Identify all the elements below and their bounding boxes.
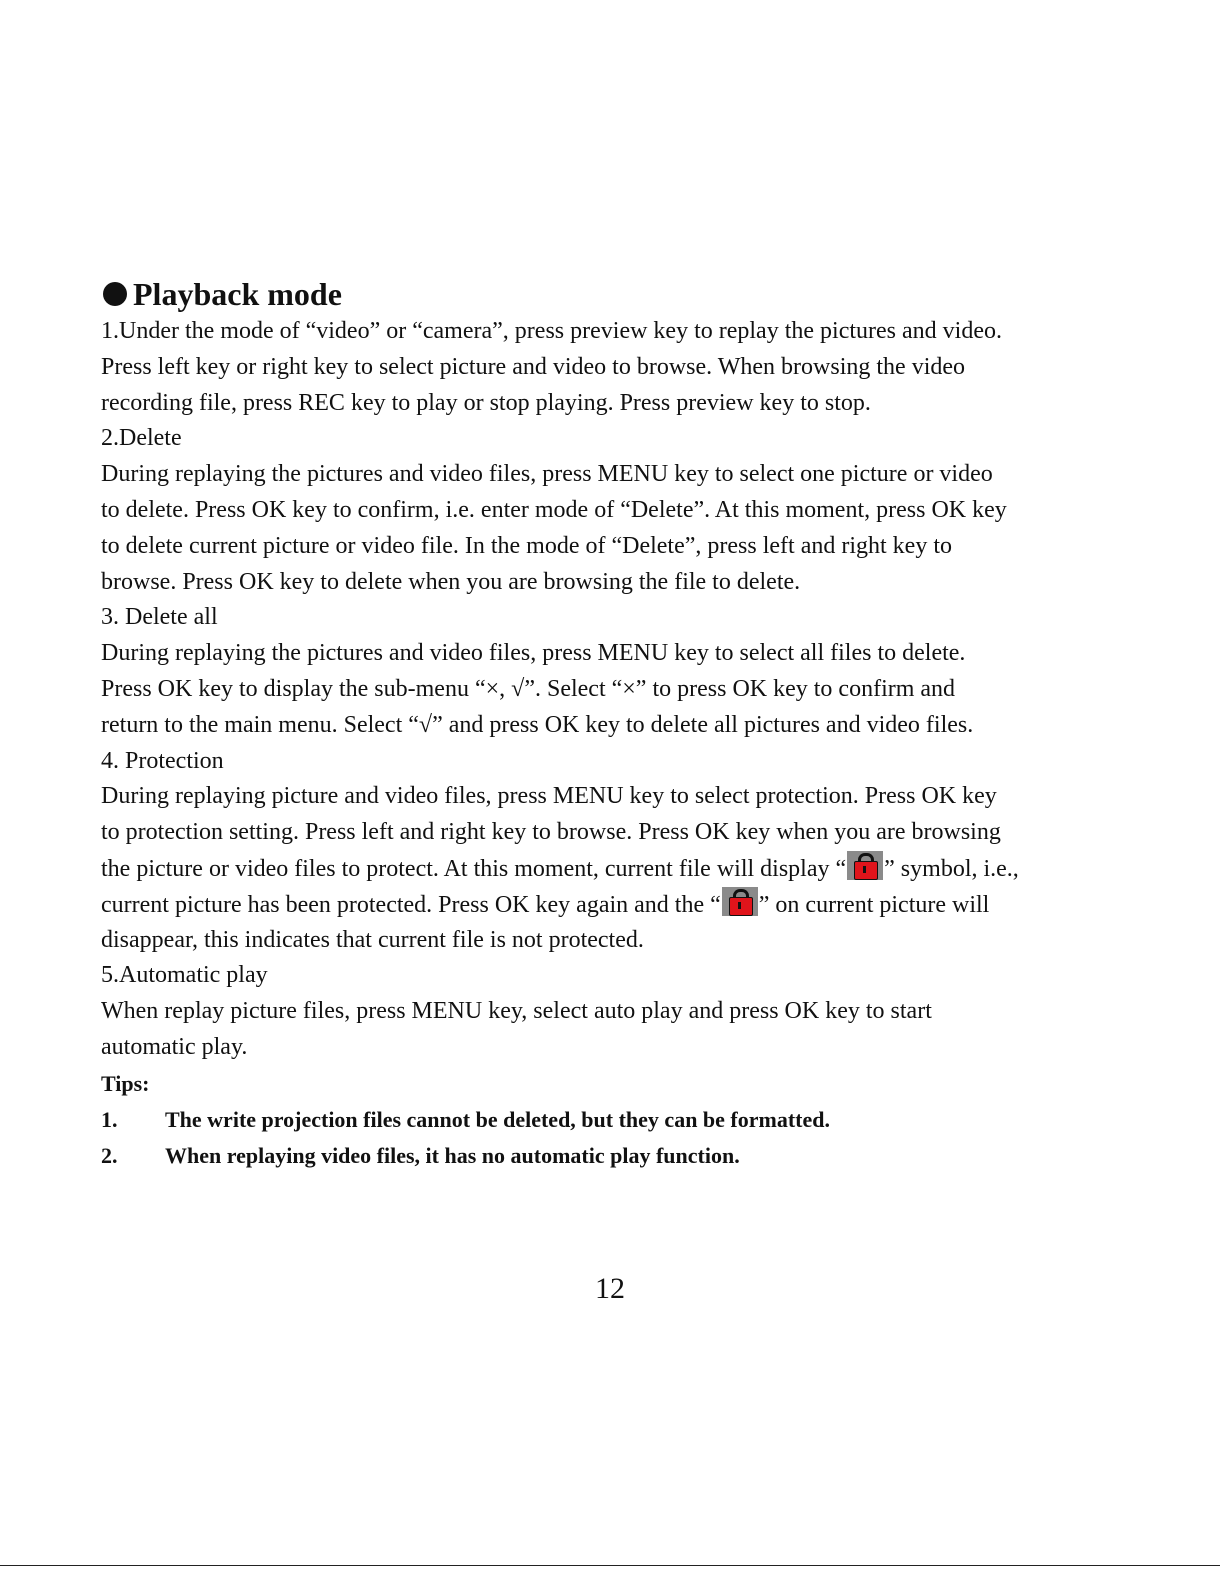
bottom-divider <box>0 1565 1220 1566</box>
body-line: 5.Automatic play <box>101 962 268 989</box>
body-line: During replaying picture and video files, press MENU key to select protection. Press OK key <box>101 783 997 810</box>
lock-line-1-after: ” symbol, i.e., <box>884 855 1019 882</box>
section-heading-text: Playback mode <box>133 276 342 312</box>
body-line: During replaying the pictures and video files, press MENU key to select all files to delete. <box>101 640 966 667</box>
lock-line-2-before: current picture has been protected. Press OK key again and the “ <box>101 891 721 918</box>
body-line: 1.Under the mode of “video” or “camera”, press preview key to replay the pictures and video. <box>101 318 1002 344</box>
tip-text: When replaying video files, it has no automatic play function. <box>165 1143 740 1169</box>
tip-item <box>101 1102 1131 1139</box>
body-line-with-lock <box>101 851 1131 887</box>
body-line: recording file, press REC key to play or stop playing. Press preview key to stop. <box>101 389 871 416</box>
tip-number: 2. <box>101 1143 118 1169</box>
body-line: to delete. Press OK key to confirm, i.e. enter mode of “Delete”. At this moment, press OK key <box>101 496 1007 523</box>
body-line: to delete current picture or video file. In the mode of “Delete”, press left and right key to <box>101 532 953 559</box>
document-page <box>101 274 1131 1175</box>
padlock-icon <box>722 887 758 916</box>
body-line-with-lock <box>101 887 1131 923</box>
tip-text: The write projection files cannot be deleted, but they can be formatted. <box>165 1106 830 1132</box>
bullet-icon <box>103 282 127 306</box>
body-line: automatic play. <box>101 1033 248 1060</box>
body-line: to protection setting. Press left and right key to browse. Press OK key when you are browsing <box>101 819 1001 846</box>
body-line: When replay picture files, press MENU key, select auto play and press OK key to start <box>101 998 932 1025</box>
tip-number: 1. <box>101 1106 118 1132</box>
body-line: 2.Delete <box>101 425 182 452</box>
body-line: browse. Press OK key to delete when you are browsing the file to delete. <box>101 568 801 595</box>
lock-line-1-before: the picture or video files to protect. At this moment, current file will display “ <box>101 855 847 882</box>
body-line: return to the main menu. Select “√” and press OK key to delete all pictures and video files. <box>101 711 974 738</box>
body-line: 3. Delete all <box>101 604 218 631</box>
section-heading <box>103 274 1131 314</box>
tip-item <box>101 1138 1131 1175</box>
body-line: Press OK key to display the sub-menu “×, √”. Select “×” to press OK key to confirm and <box>101 675 956 702</box>
page-number: 12 <box>595 1272 625 1305</box>
body-line: disappear, this indicates that current file is not protected. <box>101 926 644 953</box>
body-line: Press left key or right key to select picture and video to browse. When browsing the video <box>101 353 966 380</box>
body-line: During replaying the pictures and video files, press MENU key to select one picture or video <box>101 461 993 488</box>
body-line: 4. Protection <box>101 747 224 774</box>
lock-line-2-after: ” on current picture will <box>758 891 990 918</box>
tips-label: Tips: <box>101 1070 150 1096</box>
padlock-icon <box>847 851 883 880</box>
